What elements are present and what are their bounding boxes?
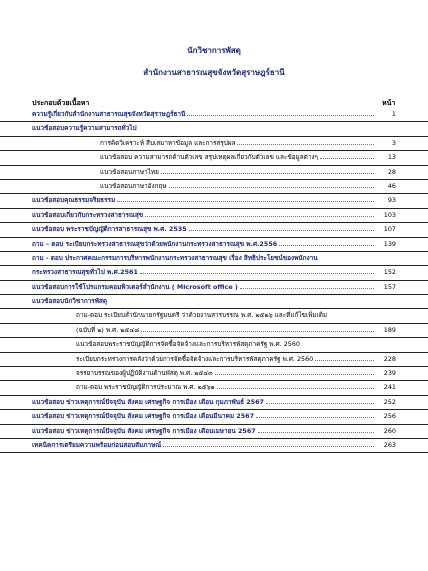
toc-row[interactable] (0, 223, 428, 237)
toc-entry-label: แนวข้อสอบพระราชบัญญัติการจัดซื้อจัดจ้างและการบริหารพัสดุภาครัฐ พ.ศ. 2560 (76, 340, 300, 349)
toc-row[interactable] (0, 209, 428, 223)
toc-entry-label: จรรยาบรรณของผู้ปฏิบัติงานด้านพัสดุ พ.ศ. ๒๕๔๓ (76, 369, 213, 378)
toc-entry-page: 228 (383, 354, 396, 363)
toc-entry-page: 189 (383, 325, 396, 334)
toc-entry-label: แนวข้อสอบ พระราชบัญญัติการสาธารณสุข พ.ศ. 2535 (32, 225, 187, 234)
toc-row[interactable] (0, 108, 428, 122)
toc-entry-label: ถาม-ตอบ พระราชบัญญัติการประมาณ พ.ศ. ๒๕๖๑ (76, 383, 215, 392)
toc-row[interactable] (0, 281, 428, 295)
toc-row[interactable] (0, 122, 428, 136)
toc-leader-dots (215, 374, 374, 375)
toc-entry-page: 107 (383, 225, 396, 234)
toc-entry-label: แนวข้อสอบ ข่าวเหตุการณ์ปัจจุบัน สังคม เศรษฐกิจ การเมือง เดือน กุมภาพันธ์ 2567 (32, 397, 265, 406)
toc-row[interactable] (0, 425, 428, 439)
toc-entry-label: (ฉบับที่ ๒) พ.ศ. ๒๕๔๘ (76, 325, 140, 334)
toc-entry-label: แนวข้อสอบ ข่าวเหตุการณ์ปัจจุบัน สังคม เศรษฐกิจ การเมือง เดือนเมษายน 2567 (32, 426, 256, 435)
toc-row[interactable] (0, 367, 428, 381)
toc-entry-page: 46 (387, 181, 396, 190)
toc-row[interactable] (0, 252, 428, 266)
toc-entry-page: 152 (383, 268, 396, 277)
toc-leader-dots (320, 158, 374, 159)
table-of-contents (0, 108, 428, 453)
toc-leader-dots (217, 388, 374, 389)
toc-entry-label: แนวข้อสอบนักวิชาการพัสดุ (32, 297, 107, 306)
toc-entry-label: แนวข้อสอบภาษาไทย (100, 167, 159, 176)
toc-entry-label: เทคนิคการเตรียมความพร้อมก่อนสอบสัมภาษณ์ (32, 440, 162, 449)
toc-entry-label: แนวข้อสอบ ข่าวเหตุการณ์ปัจจุบัน สังคม เศรษฐกิจ การเมือง เดือนมีนาคม 2567 (32, 412, 255, 421)
toc-row[interactable] (0, 396, 428, 410)
toc-entry-label: กระทรวงสาธารณสุขทั่วไป พ.ศ.2561 (32, 268, 138, 277)
toc-leader-dots (240, 288, 374, 289)
toc-row[interactable] (0, 410, 428, 424)
toc-entry-label: ถาม-ตอบ ระเบียบสำนักนายกรัฐมนตรี ว่าด้วยงานสารบรรณ พ.ศ. ๒๕๒๖ และที่แก้ไขเพิ่มเติม (76, 311, 328, 320)
toc-entry-page: 93 (387, 196, 396, 205)
toc-row[interactable] (0, 166, 428, 180)
toc-entry-label: แนวข้อสอบความรู้ความสามารถทั่วไป (32, 124, 137, 133)
toc-leader-dots (189, 230, 374, 231)
toc-entry-page: 252 (383, 397, 396, 406)
toc-entry-label: แนวข้อสอบเกี่ยวกับกระทรวงสาธารณสุข (32, 210, 144, 219)
toc-leader-dots (258, 432, 374, 433)
toc-row[interactable] (0, 151, 428, 165)
doc-title-position: นักวิชาการพัสดุ (187, 46, 241, 55)
toc-entry-page: 260 (383, 426, 396, 435)
toc-entry-label: ระเบียบกระทรวงการคลังว่าด้วยการจัดซื้อจัดจ้างและการบริหารพัสดุภาครัฐ พ.ศ. 2560 (76, 354, 314, 363)
toc-entry-page: 239 (383, 369, 396, 378)
toc-entry-label: แนวข้อสอบคุณธรรมจริยธรรม (32, 196, 116, 205)
toc-entry-page: 256 (383, 412, 396, 421)
toc-row[interactable] (0, 309, 428, 323)
toc-entry-label: การคิดวิเคราะห์ สืบเสมาหาข้อมูล และการสรุปผล (100, 138, 236, 147)
toc-header-contents: ประกอบด้วยเนื้อหา (32, 99, 90, 107)
toc-entry-label: แนวข้อสอบ ความสามารถด้านตัวเลข สรุปเหตุผลเกี่ยวกับตัวเลข และข้อมูลต่างๆ (100, 153, 318, 162)
toc-leader-dots (315, 360, 374, 361)
toc-entry-page: 139 (383, 239, 396, 248)
toc-entry-label: ถาม – ตอบ ระเบียบกระทรวงสาธารณสุขว่าด้วยพนักงานกระทรวงสาธารณสุข พ.ศ.2556 (32, 239, 278, 248)
toc-row[interactable] (0, 266, 428, 280)
toc-entry-page: 103 (383, 210, 396, 219)
toc-row[interactable] (0, 324, 428, 338)
toc-entry-page: 263 (383, 440, 396, 449)
toc-entry-page: 241 (383, 383, 396, 392)
toc-row[interactable] (0, 338, 428, 352)
toc-leader-dots (141, 331, 374, 332)
toc-header-page: หน้า (382, 99, 396, 107)
toc-row[interactable] (0, 381, 428, 395)
toc-leader-dots (163, 446, 374, 447)
toc-leader-dots (237, 144, 374, 145)
toc-entry-page: 28 (387, 167, 396, 176)
toc-entry-page: 3 (391, 138, 396, 147)
toc-row[interactable] (0, 137, 428, 151)
toc-row[interactable] (0, 295, 428, 309)
toc-leader-dots (187, 115, 374, 116)
toc-row[interactable] (0, 194, 428, 208)
toc-leader-dots (117, 201, 374, 202)
toc-leader-dots (256, 417, 374, 418)
toc-entry-page: 1 (391, 110, 396, 118)
toc-leader-dots (140, 273, 374, 274)
toc-entry-page: 13 (387, 153, 396, 162)
toc-leader-dots (145, 216, 374, 217)
toc-leader-dots (169, 187, 374, 188)
doc-title-agency: สำนักงานสาธารณสุขจังหวัดสุราษฎร์ธานี (143, 68, 285, 77)
toc-row[interactable] (0, 180, 428, 194)
toc-leader-dots (266, 403, 374, 404)
toc-row[interactable] (0, 353, 428, 367)
toc-entry-label: ถาม - ตอบ ประกาศคณะกรรมการบริหารพนักงานกระทรวงสาธารณสุข เรื่อง สิทธิประโยชน์ของพนักงาน (32, 253, 318, 262)
toc-entry-label: ความรู้เกี่ยวกับสำนักงานสาธารณสุขจังหวัดสุราษฎร์ธานี (32, 110, 186, 118)
toc-entry-page: 157 (383, 282, 396, 291)
toc-row[interactable] (0, 238, 428, 252)
toc-row[interactable] (0, 439, 428, 453)
toc-leader-dots (161, 173, 374, 174)
toc-entry-label: แนวข้อสอบภาษาอังกฤษ (100, 181, 167, 190)
toc-leader-dots (279, 245, 374, 246)
toc-entry-label: แนวข้อสอบการใช้โปรแกรมคอมพิวเตอร์สำนักงาน ( Microsoft office ) (32, 282, 238, 291)
